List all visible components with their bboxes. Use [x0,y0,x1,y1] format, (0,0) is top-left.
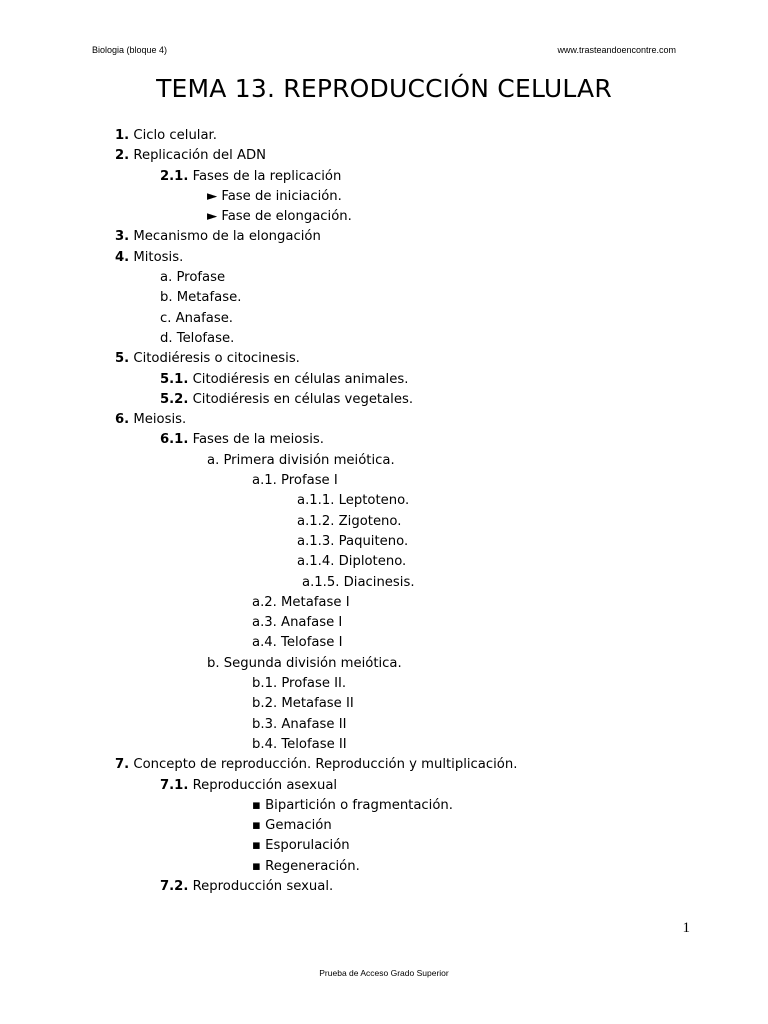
toc-item-6-b-3: b.3. Anafase II [252,716,347,732]
toc-item-6-a-1-4: a.1.4. Diploteno. [297,554,407,570]
toc-item-2-1-a: ► Fase de iniciación. [207,188,342,204]
toc-item-6-a-1-5: a.1.5. Diacinesis. [302,574,415,590]
toc-item-6-a-1-1: a.1.1. Leptoteno. [297,493,410,509]
toc-number: 5.2. [160,391,189,407]
toc-item-5-2 [0,390,768,410]
toc-item-4-d: d. Telofase. [160,330,235,346]
toc-item-3 [0,227,768,247]
toc-item-6-a-2: a.2. Metafase I [252,594,350,610]
toc-item-6-1 [0,430,768,450]
toc-number: 5. [115,351,130,367]
toc-number: 6. [115,412,130,428]
toc-item-2 [0,146,768,166]
header-subject: Biologia (bloque 4) [92,45,168,55]
toc-text: Citodiéresis en células animales. [188,371,409,387]
toc-item-6-b: b. Segunda división meiótica. [207,655,402,671]
toc-item-6-a-1-2: a.1.2. Zigoteno. [297,513,402,529]
toc-text: Citodiéresis en células vegetales. [188,391,414,407]
toc-number: 7.2. [160,878,189,894]
toc-text: Mecanismo de la elongación [129,229,321,245]
toc-item-6-a-1-3: a.1.3. Paquiteno. [297,533,409,549]
table-of-contents [0,126,768,897]
toc-number: 2. [115,148,130,164]
toc-text: Fases de la replicación [188,168,342,184]
page-title: TEMA 13. REPRODUCCIÓN CELULAR [156,74,612,103]
toc-number: 4. [115,249,130,265]
toc-item-4-b: b. Metafase. [160,290,242,306]
toc-item-4-c: c. Anafase. [160,310,233,326]
toc-text: Reproducción asexual [188,777,338,793]
toc-item-7-1-b: ▪ Gemación [252,818,332,834]
toc-item-4-a: a. Profase [160,270,226,286]
toc-item-6 [0,410,768,430]
toc-text: Meiosis. [129,412,187,428]
toc-item-6-a-4: a.4. Telofase I [252,635,343,651]
toc-number: 2.1. [160,168,189,184]
toc-item-7-1-a: ▪ Bipartición o fragmentación. [252,797,453,813]
toc-item-2-1 [0,167,768,187]
toc-item-1 [0,126,768,146]
toc-item-5-1 [0,370,768,390]
header-website: www.trasteandoencontre.com [557,45,676,55]
toc-item-7-1-c: ▪ Esporulación [252,838,350,854]
toc-text: Replicación del ADN [129,148,267,164]
toc-item-5 [0,349,768,369]
toc-number: 1. [115,128,130,143]
toc-item-6-b-4: b.4. Telofase II [252,736,347,752]
toc-number: 3. [115,229,130,245]
toc-item-7-1 [0,776,768,796]
toc-text: Ciclo celular. [129,128,217,143]
toc-item-6-a-3: a.3. Anafase I [252,615,343,631]
toc-text: Reproducción sexual. [188,878,334,894]
page-number: 1 [682,920,690,936]
toc-item-6-a: a. Primera división meiótica. [207,452,395,468]
toc-text: Concepto de reproducción. Reproducción y multiplicación. [129,757,518,773]
toc-item-7-2 [0,877,768,897]
toc-number: 7.1. [160,777,189,793]
toc-item-6-b-2: b.2. Metafase II [252,696,354,712]
page-footer: Prueba de Acceso Grado Superior [319,968,449,978]
toc-item-7-1-d: ▪ Regeneración. [252,858,360,874]
toc-text: Fases de la meiosis. [188,432,324,448]
toc-text: Citodiéresis o citocinesis. [129,351,300,367]
toc-number: 5.1. [160,371,189,387]
toc-item-4 [0,248,768,268]
toc-number: 7. [115,757,130,773]
toc-item-7 [0,755,768,775]
toc-number: 6.1. [160,432,189,448]
toc-item-2-1-b: ► Fase de elongación. [207,209,352,225]
toc-item-6-b-1: b.1. Profase II. [252,676,347,692]
toc-item-6-a-1: a.1. Profase I [252,473,338,489]
toc-text: Mitosis. [129,249,184,265]
